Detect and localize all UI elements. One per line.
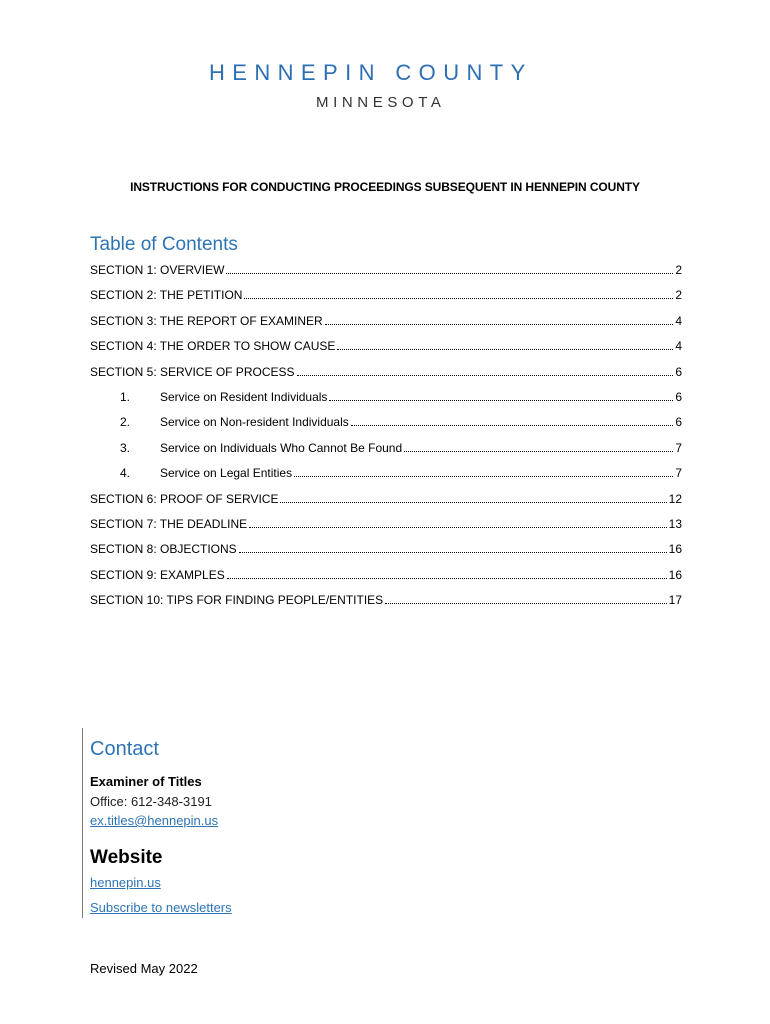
website-heading: Website	[90, 847, 163, 868]
toc-entry[interactable]	[90, 592, 682, 608]
toc-entry-page: 6	[675, 364, 682, 379]
toc-entry-page: 2	[675, 288, 682, 303]
contact-email-link[interactable]: ex.titles@hennepin.us	[90, 813, 219, 828]
toc-dot-leader	[280, 491, 666, 503]
toc-entry-label: Service on Resident Individuals	[160, 390, 328, 404]
logo-county-name: HENNEPIN COUNTY	[209, 60, 533, 85]
toc-dot-leader	[227, 567, 667, 579]
toc-dot-leader	[385, 592, 666, 604]
toc-entry-label: SECTION 6: PROOF OF SERVICE	[90, 491, 279, 506]
contact-name: Examiner of Titles	[90, 774, 202, 789]
toc-entry-page: 4	[675, 313, 682, 328]
logo-state-name: MINNESOTA	[316, 94, 446, 111]
toc-heading: Table of Contents	[90, 234, 238, 255]
toc-dot-leader	[249, 516, 666, 528]
toc-entry-page: 16	[668, 567, 682, 582]
toc-dot-leader	[297, 364, 674, 376]
toc-entry-page: 17	[668, 593, 682, 608]
toc-dot-leader	[325, 313, 674, 325]
toc-entry-label: SECTION 2: THE PETITION	[90, 288, 243, 303]
toc-entry[interactable]	[90, 516, 682, 532]
toc-entry-number: 1.	[120, 390, 131, 404]
toc-entry-page: 7	[675, 466, 682, 481]
toc-entry-number: 2.	[120, 415, 131, 430]
website-link[interactable]: hennepin.us	[90, 875, 161, 890]
toc-entry-label: SECTION 1: OVERVIEW	[90, 263, 225, 277]
toc-entry-page: 16	[668, 542, 682, 557]
toc-entry[interactable]	[90, 262, 682, 278]
toc-entry-page: 2	[675, 263, 682, 277]
toc-dot-leader	[329, 389, 673, 401]
newsletter-link[interactable]: Subscribe to newsletters	[90, 900, 232, 915]
toc-dot-leader	[239, 541, 667, 553]
contact-heading: Contact	[90, 738, 159, 760]
contact-phone: Office: 612-348-3191	[90, 794, 212, 809]
toc-entry-label: Service on Individuals Who Cannot Be Found	[160, 440, 403, 455]
toc-dot-leader	[294, 465, 673, 477]
toc-entry-page: 4	[675, 339, 682, 354]
toc-entry-page: 6	[675, 415, 682, 430]
toc-entry[interactable]	[120, 465, 682, 481]
toc-entry[interactable]	[90, 567, 682, 583]
toc-entry[interactable]	[120, 414, 682, 430]
toc-entry-label: SECTION 7: THE DEADLINE	[90, 517, 248, 531]
toc-entry-number: 3.	[120, 440, 131, 455]
toc-dot-leader	[351, 414, 674, 426]
toc-entry-label: SECTION 9: EXAMPLES	[90, 567, 225, 582]
toc-entry-label: SECTION 10: TIPS FOR FINDING PEOPLE/ENTITIES	[90, 593, 384, 608]
toc-entry[interactable]	[120, 389, 682, 405]
toc-dot-leader	[337, 338, 673, 350]
toc-entry[interactable]	[90, 541, 682, 557]
toc-entry-number: 4.	[120, 466, 131, 481]
toc-entry[interactable]	[90, 364, 682, 380]
toc-dot-leader	[244, 287, 673, 299]
toc-dot-leader	[404, 440, 673, 452]
toc-entry-label: SECTION 4: THE ORDER TO SHOW CAUSE	[90, 339, 336, 354]
toc-entry-label: Service on Non-resident Individuals	[160, 415, 349, 430]
toc-entry[interactable]	[90, 313, 682, 329]
toc-entry[interactable]	[90, 491, 682, 507]
toc-entry[interactable]	[90, 287, 682, 303]
toc-entry-page: 12	[668, 491, 682, 506]
toc-entry-label: SECTION 3: THE REPORT OF EXAMINER	[90, 313, 323, 328]
toc-dot-leader	[226, 262, 673, 274]
revised-date: Revised May 2022	[90, 961, 198, 976]
toc-entry-label: SECTION 5: SERVICE OF PROCESS	[90, 364, 295, 379]
toc-entry-label: Service on Legal Entities	[160, 466, 293, 481]
toc-entry-page: 13	[668, 517, 682, 531]
toc-entry-label: SECTION 8: OBJECTIONS	[90, 542, 237, 557]
document-title: INSTRUCTIONS FOR CONDUCTING PROCEEDINGS SUBSEQUENT IN HENNEPIN COUNTY	[130, 180, 640, 194]
contact-divider	[82, 728, 83, 918]
toc-entry-page: 7	[675, 440, 682, 455]
toc-entry[interactable]	[90, 338, 682, 354]
toc-entry-page: 6	[675, 390, 682, 404]
toc-entry[interactable]	[120, 440, 682, 456]
